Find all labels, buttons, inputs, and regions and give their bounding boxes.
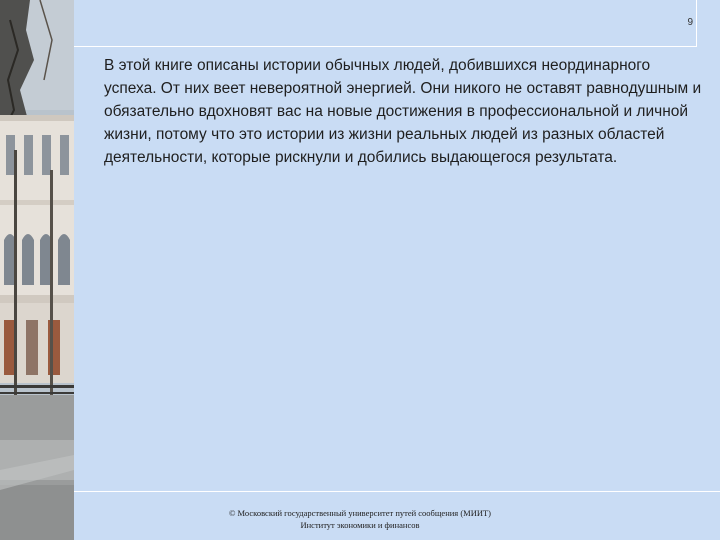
header-vertical-divider — [696, 0, 697, 47]
footer-university: © Московский государственный университет путей сообщения (МИИТ) — [228, 508, 492, 518]
footer-institute: Институт экономики и финансов — [300, 520, 420, 530]
body-paragraph: В этой книге описаны истории обычных людей, добившихся неординарного успеха. От них веет невероятной энергией. Они никого не оставят равнодушным и обязательно вдохновят вас на новые достижения в профессиональной и личной жизни, потому что это истории из жизни реальных людей из разных областей деятельности, которые рискнули и добились выдающегося результата. — [104, 57, 702, 166]
footer-divider — [74, 491, 720, 492]
footer — [160, 507, 560, 531]
building-photo — [0, 0, 74, 540]
page-number: 9 — [687, 17, 693, 28]
header-divider — [74, 46, 696, 47]
